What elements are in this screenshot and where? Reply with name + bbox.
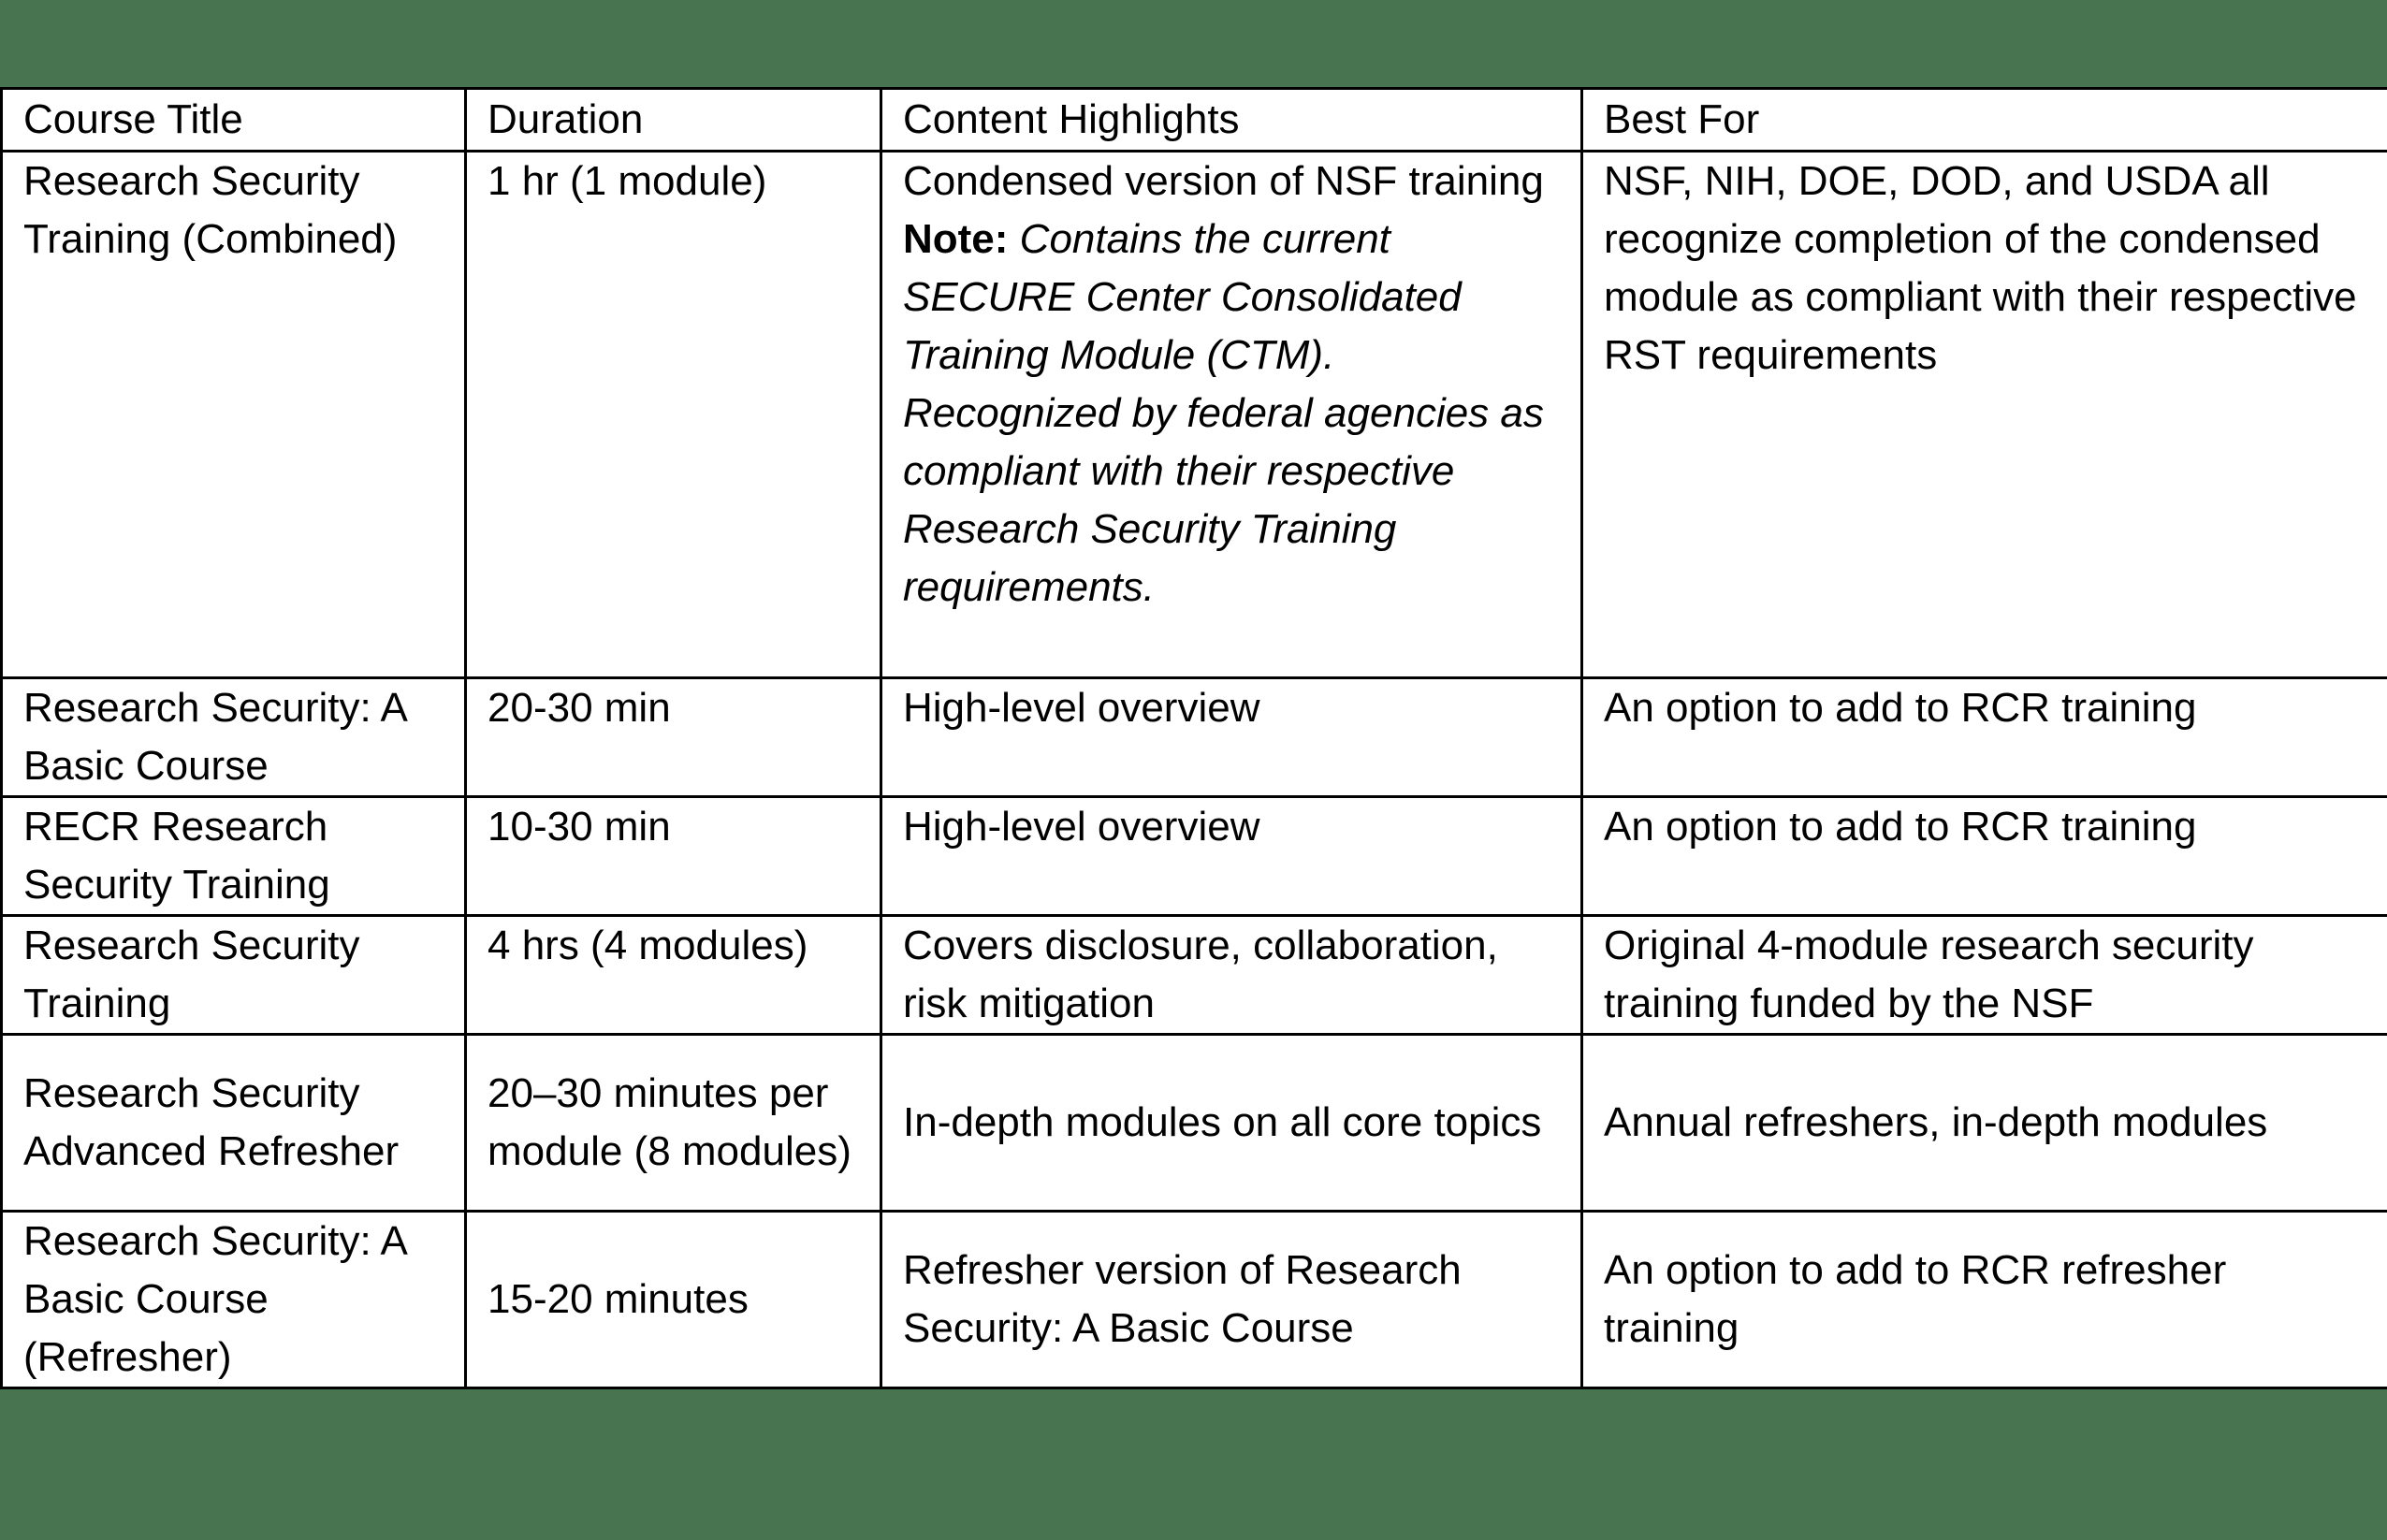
cell-content-highlights: High-level overview	[881, 797, 1582, 916]
cell-duration: 1 hr (1 module)	[466, 152, 881, 678]
course-comparison-table	[0, 87, 2387, 1389]
note-text: Contains the current SECURE Center Consolidated Training Module (CTM). Recognized by federal agencies as compliant with their respective Research Security Training requirements.	[903, 216, 1544, 610]
table-header-row	[2, 89, 2387, 152]
note-label: Note:	[903, 216, 1009, 262]
cell-duration: 15-20 minutes	[466, 1212, 881, 1388]
cell-course-title: Research Security Training	[2, 916, 466, 1035]
header-content-highlights: Content Highlights	[881, 89, 1582, 152]
cell-duration: 20–30 minutes per module (8 modules)	[466, 1035, 881, 1212]
table-row	[2, 152, 2387, 678]
cell-course-title: RECR Research Security Training	[2, 797, 466, 916]
cell-best-for: NSF, NIH, DOE, DOD, and USDA all recognize completion of the condensed module as compliant with their respective RST requirements	[1582, 152, 2387, 678]
cell-duration: 20-30 min	[466, 678, 881, 797]
table-row	[2, 1212, 2387, 1388]
cell-course-title: Research Security: A Basic Course (Refresher)	[2, 1212, 466, 1388]
header-duration: Duration	[466, 89, 881, 152]
table-row	[2, 797, 2387, 916]
table-row	[2, 916, 2387, 1035]
cell-duration: 4 hrs (4 modules)	[466, 916, 881, 1035]
cell-course-title: Research Security Advanced Refresher	[2, 1035, 466, 1212]
cell-best-for: An option to add to RCR training	[1582, 678, 2387, 797]
table-row	[2, 1035, 2387, 1212]
table-row	[2, 678, 2387, 797]
cell-course-title: Research Security Training (Combined)	[2, 152, 466, 678]
cell-best-for: An option to add to RCR training	[1582, 797, 2387, 916]
cell-content-highlights: Covers disclosure, collaboration, risk mitigation	[881, 916, 1582, 1035]
cell-course-title: Research Security: A Basic Course	[2, 678, 466, 797]
header-best-for: Best For	[1582, 89, 2387, 152]
cell-best-for: Annual refreshers, in-depth modules	[1582, 1035, 2387, 1212]
cell-best-for: Original 4-module research security training funded by the NSF	[1582, 916, 2387, 1035]
cell-content-highlights: In-depth modules on all core topics	[881, 1035, 1582, 1212]
content-highlights-text: Condensed version of NSF training	[903, 158, 1544, 204]
course-comparison-table-container	[0, 87, 2387, 1389]
cell-duration: 10-30 min	[466, 797, 881, 916]
header-course-title: Course Title	[2, 89, 466, 152]
cell-best-for: An option to add to RCR refresher training	[1582, 1212, 2387, 1388]
cell-content-highlights: High-level overview	[881, 678, 1582, 797]
cell-content-highlights	[881, 152, 1582, 678]
cell-content-highlights: Refresher version of Research Security: A Basic Course	[881, 1212, 1582, 1388]
